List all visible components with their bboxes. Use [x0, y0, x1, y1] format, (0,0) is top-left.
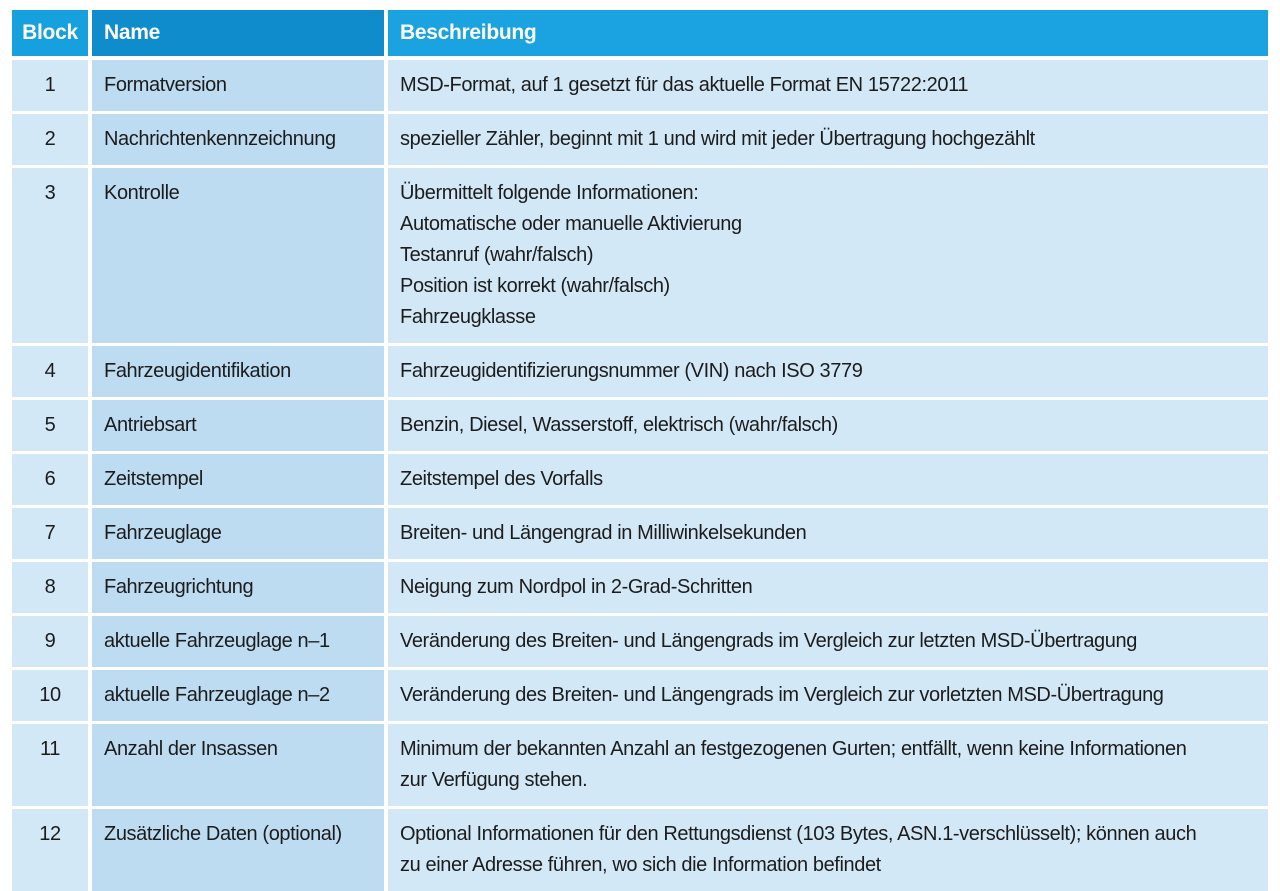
name-cell: aktuelle Fahrzeuglage n–2 [88, 667, 384, 721]
table-row [12, 505, 1268, 559]
description-cell [384, 806, 1268, 891]
column-header-description: Beschreibung [384, 10, 1268, 57]
description-line: spezieller Zähler, beginnt mit 1 und wird mit jeder Übertragung hochgezählt [400, 128, 1035, 150]
description-cell [384, 667, 1268, 721]
table-row [12, 165, 1268, 343]
description-cell [384, 505, 1268, 559]
block-number-cell: 3 [12, 165, 88, 343]
name-cell: Fahrzeugidentifikation [88, 343, 384, 397]
description-line: Breiten- und Längengrad in Milliwinkelsekunden [400, 522, 807, 544]
description-cell [384, 165, 1268, 343]
description-line: Testanruf (wahr/falsch) [400, 244, 594, 266]
description-line: MSD-Format, auf 1 gesetzt für das aktuelle Format EN 15722:2011 [400, 74, 969, 96]
block-number-cell: 11 [12, 721, 88, 806]
description-cell [384, 111, 1268, 165]
description-cell [384, 397, 1268, 451]
description-cell [384, 451, 1268, 505]
description-cell [384, 721, 1268, 806]
table-row [12, 397, 1268, 451]
table-header-row [12, 10, 1268, 57]
description-line: zu einer Adresse führen, wo sich die Information befindet [400, 854, 881, 876]
table-row [12, 57, 1268, 111]
table-row [12, 667, 1268, 721]
msd-table-container [12, 10, 1268, 891]
name-cell: aktuelle Fahrzeuglage n–1 [88, 613, 384, 667]
block-number-cell: 10 [12, 667, 88, 721]
table-body [12, 57, 1268, 891]
table-row [12, 343, 1268, 397]
block-number-cell: 4 [12, 343, 88, 397]
block-number-cell: 6 [12, 451, 88, 505]
block-number-cell: 5 [12, 397, 88, 451]
table-row [12, 613, 1268, 667]
name-cell: Fahrzeugrichtung [88, 559, 384, 613]
description-line: Minimum der bekannten Anzahl an festgezogenen Gurten; entfällt, wenn keine Informationen [400, 738, 1187, 760]
description-line: Fahrzeugklasse [400, 306, 536, 328]
description-cell [384, 57, 1268, 111]
name-cell: Formatversion [88, 57, 384, 111]
name-cell: Antriebsart [88, 397, 384, 451]
description-cell [384, 559, 1268, 613]
description-line: Veränderung des Breiten- und Längengrads im Vergleich zur letzten MSD-Übertragung [400, 630, 1137, 652]
description-line: Übermittelt folgende Informationen: [400, 182, 699, 204]
description-line: Position ist korrekt (wahr/falsch) [400, 275, 670, 297]
description-line: Fahrzeugidentifizierungsnummer (VIN) nach ISO 3779 [400, 360, 863, 382]
description-line: Neigung zum Nordpol in 2-Grad-Schritten [400, 576, 753, 598]
block-number-cell: 8 [12, 559, 88, 613]
description-cell [384, 343, 1268, 397]
description-cell [384, 613, 1268, 667]
column-header-block: Block [12, 10, 88, 57]
table-row [12, 806, 1268, 891]
block-number-cell: 2 [12, 111, 88, 165]
description-line: Optional Informationen für den Rettungsdienst (103 Bytes, ASN.1-verschlüsselt); können auch [400, 823, 1197, 845]
table-row [12, 721, 1268, 806]
name-cell: Fahrzeuglage [88, 505, 384, 559]
name-cell: Zeitstempel [88, 451, 384, 505]
table-row [12, 451, 1268, 505]
name-cell: Anzahl der Insassen [88, 721, 384, 806]
block-number-cell: 7 [12, 505, 88, 559]
block-number-cell: 12 [12, 806, 88, 891]
block-number-cell: 1 [12, 57, 88, 111]
column-header-name: Name [88, 10, 384, 57]
msd-data-table [12, 10, 1268, 891]
name-cell: Nachrichtenkennzeichnung [88, 111, 384, 165]
description-line: Zeitstempel des Vorfalls [400, 468, 603, 490]
description-line: Veränderung des Breiten- und Längengrads im Vergleich zur vorletzten MSD-Übertragung [400, 684, 1164, 706]
description-line: zur Verfügung stehen. [400, 769, 588, 791]
name-cell: Kontrolle [88, 165, 384, 343]
block-number-cell: 9 [12, 613, 88, 667]
table-row [12, 559, 1268, 613]
description-line: Automatische oder manuelle Aktivierung [400, 213, 742, 235]
table-header [12, 10, 1268, 57]
table-row [12, 111, 1268, 165]
name-cell: Zusätzliche Daten (optional) [88, 806, 384, 891]
description-line: Benzin, Diesel, Wasserstoff, elektrisch (wahr/falsch) [400, 414, 838, 436]
